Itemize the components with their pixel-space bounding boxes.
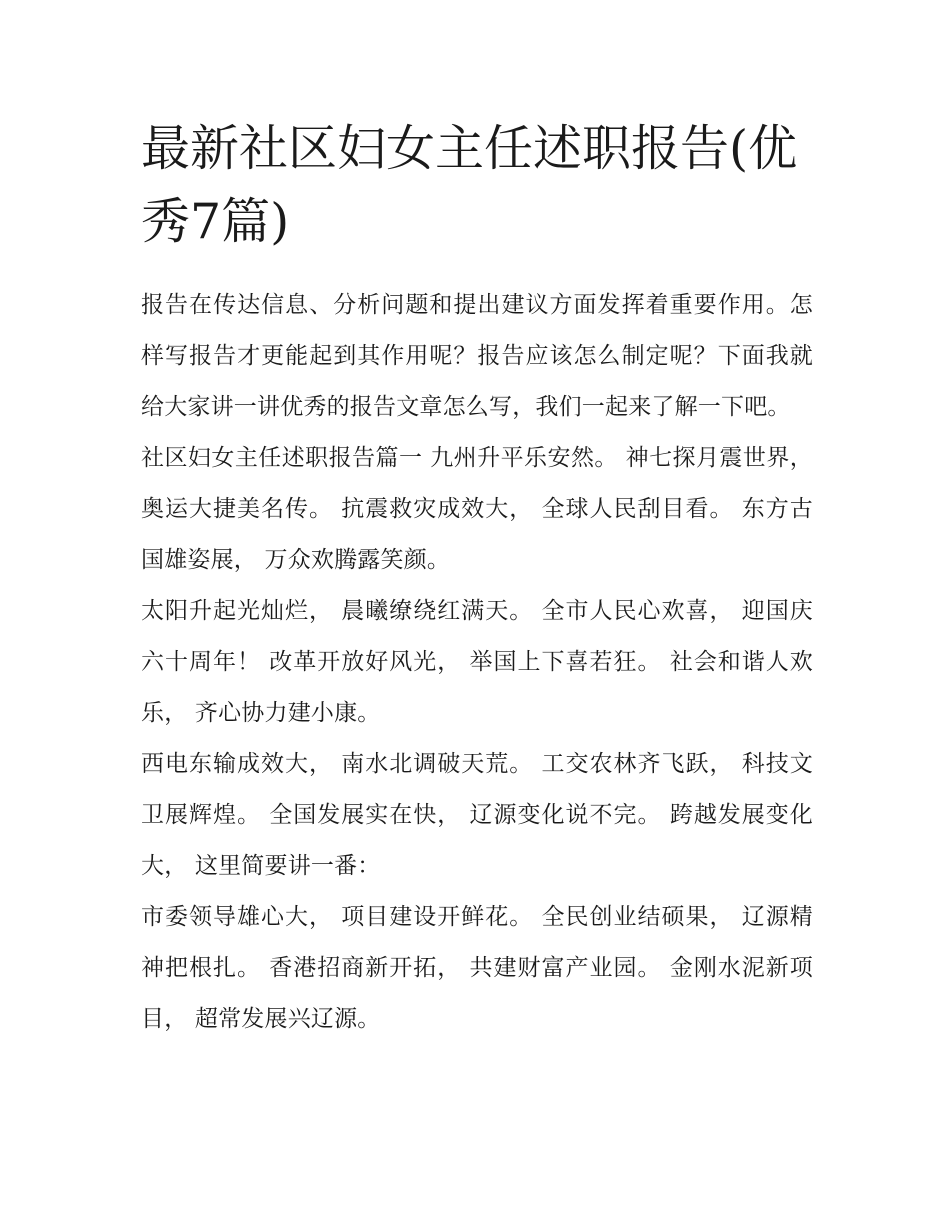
body-paragraph-1: 社区妇女主任述职报告篇一 九州升平乐安然。 神七探月震世界， 奥运大捷美名传。 抗震救灾成效大， 全球人民刮目看。 东方古国雄姿展， 万众欢腾露笑颜。 bbox=[141, 445, 813, 573]
body-paragraph-2: 太阳升起光灿烂， 晨曦缭绕红满天。 全市人民心欢喜， 迎国庆六十周年！ 改革开放好风光， 举国上下喜若狂。 社会和谐人欢乐， 齐心协力建小康。 bbox=[141, 598, 813, 726]
document-title: 最新社区妇女主任述职报告(优秀7篇) bbox=[141, 120, 798, 250]
body-paragraph-3: 西电东输成效大， 南水北调破天荒。 工交农林齐飞跃， 科技文卫展辉煌。 全国发展实在快， 辽源变化说不完。 跨越发展变化大， 这里简要讲一番： bbox=[141, 751, 813, 879]
body-paragraph-4: 市委领导雄心大， 项目建设开鲜花。 全民创业结硕果， 辽源精神把根扎。 香港招商新开拓， 共建财富产业园。 金刚水泥新项目， 超常发展兴辽源。 bbox=[141, 904, 813, 1032]
intro-paragraph: 报告在传达信息、分析问题和提出建议方面发挥着重要作用。怎样写报告才更能起到其作用呢？报告应该怎么制定呢？下面我就给大家讲一讲优秀的报告文章怎么写，我们一起来了解一下吧。 bbox=[141, 292, 813, 420]
document-content bbox=[141, 112, 813, 1045]
